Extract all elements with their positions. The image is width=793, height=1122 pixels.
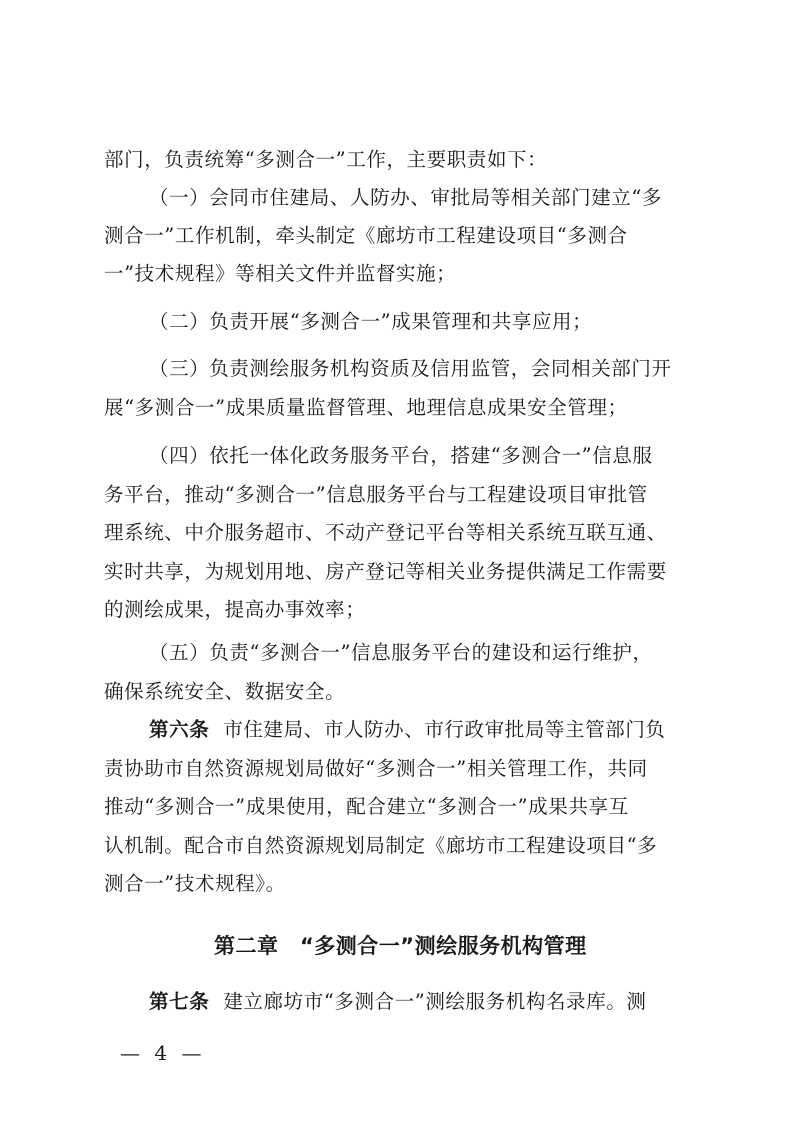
body-line: 责协助市自然资源规划局做好“多测合一”相关管理工作，共同	[104, 757, 648, 780]
body-line: （一）会同市住建局、人防办、审批局等相关部门建立“多	[149, 186, 663, 209]
article-6-first-line	[149, 718, 666, 742]
article-7-label: 第七条	[149, 990, 210, 1013]
page-number: — 4 —	[120, 1041, 206, 1065]
body-line: 测合一”工作机制，牵头制定《廊坊市工程建设项目“多测合	[104, 224, 628, 247]
article-7-first-line	[149, 990, 646, 1014]
body-text: 建立廊坊市“多测合一”测绘服务机构名录库。测	[223, 990, 647, 1013]
body-line: 测合一”技术规程》。	[104, 872, 286, 895]
body-line: 一”技术规程》等相关文件并监督实施；	[104, 262, 457, 285]
body-line: （三）负责测绘服务机构资质及信用监管，会同相关部门开	[149, 357, 672, 380]
body-line: 的测绘成果，提高办事效率；	[104, 598, 366, 621]
body-line: 理系统、中介服务超市、不动产登记平台等相关系统互联互通、	[104, 521, 667, 544]
body-line: （五）负责“多测合一”信息服务平台的建设和运行维护，	[149, 641, 653, 664]
body-line: 确保系统安全、数据安全。	[104, 680, 346, 703]
body-line: 实时共享，为规划用地、房产登记等相关业务提供满足工作需要	[104, 560, 667, 583]
body-line: 务平台，推动“多测合一”信息服务平台与工程建设项目审批管	[104, 483, 648, 506]
body-line: 部门，负责统筹“多测合一”工作，主要职责如下：	[104, 148, 548, 171]
body-line: （四）依托一体化政务服务平台，搭建“多测合一”信息服	[149, 444, 653, 467]
body-line: （二）负责开展“多测合一”成果管理和共享应用；	[149, 310, 593, 333]
chapter-heading: 第二章 “多测合一”测绘服务机构管理	[214, 934, 587, 958]
body-line: 推动“多测合一”成果使用，配合建立“多测合一”成果共享互	[104, 795, 629, 818]
article-6-label: 第六条	[149, 718, 210, 741]
body-text: 市住建局、市人防办、市行政审批局等主管部门负	[223, 718, 666, 741]
body-line: 认机制。配合市自然资源规划局制定《廊坊市工程建设项目“多	[104, 834, 658, 857]
body-line: 展“多测合一”成果质量监督管理、地理信息成果安全管理；	[104, 396, 628, 419]
